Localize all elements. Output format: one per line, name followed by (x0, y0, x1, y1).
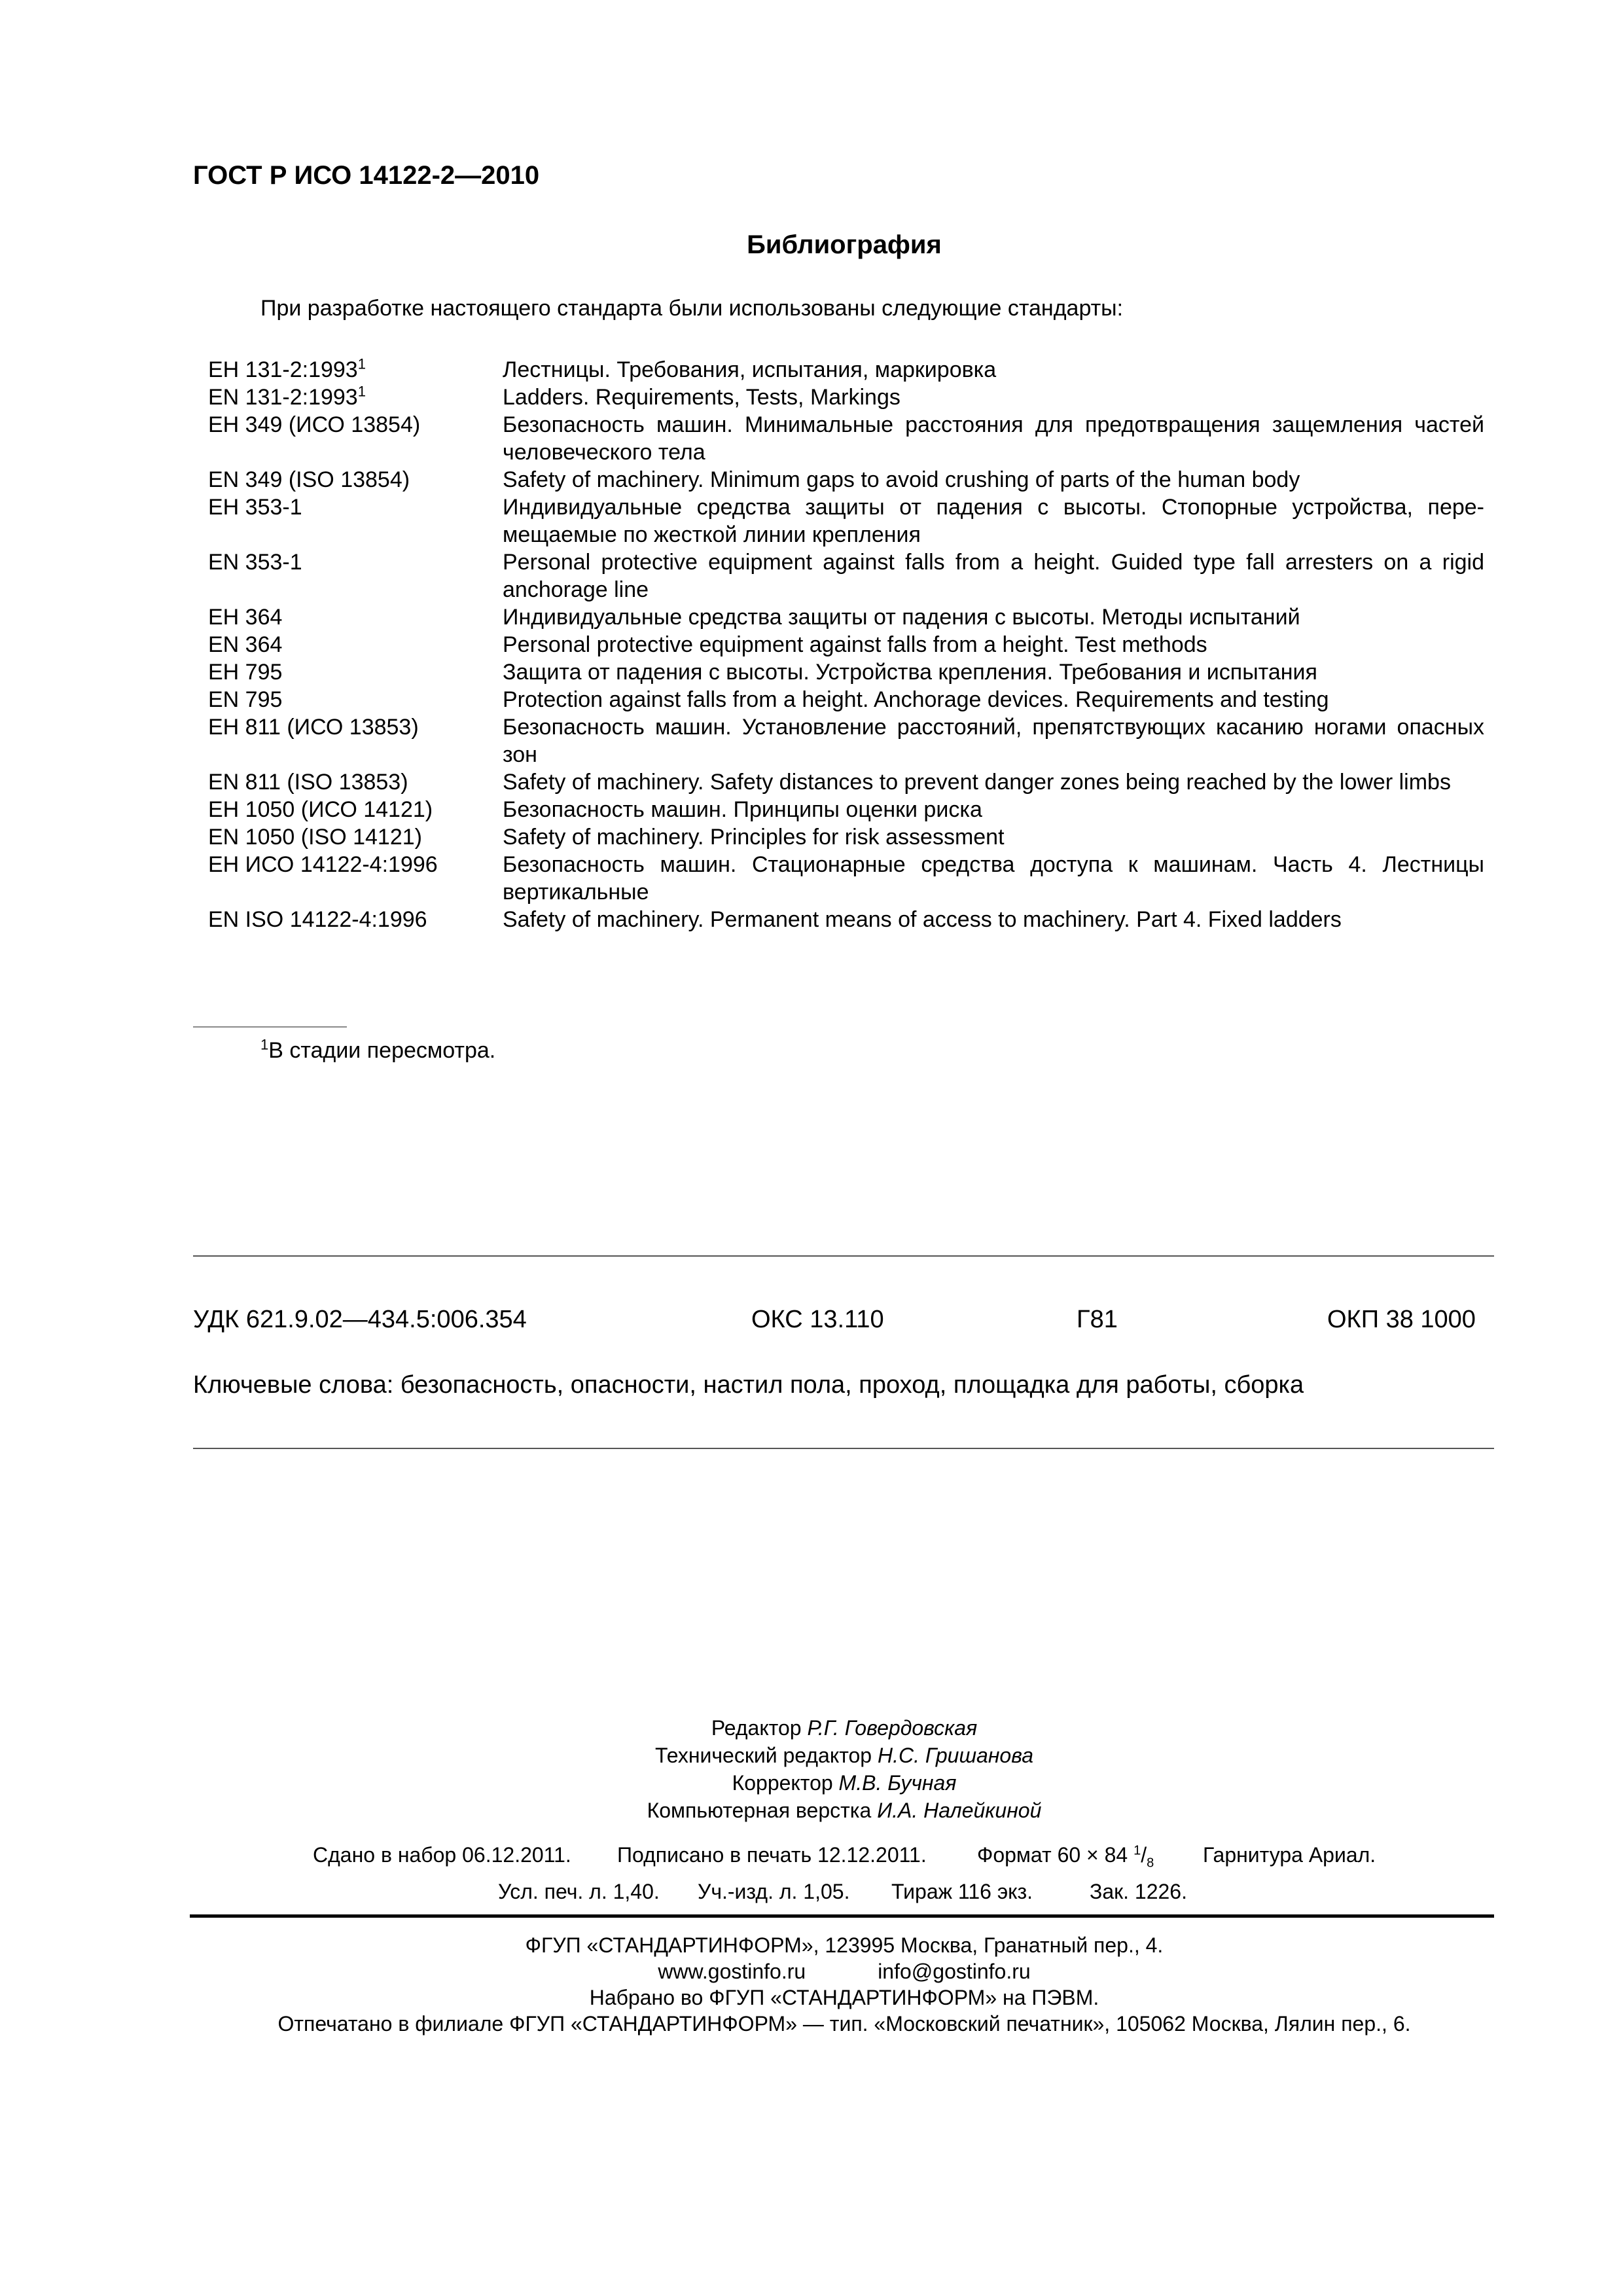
bibliography-entry (208, 713, 1484, 768)
standard-code: ЕН 349 (ИСО 13854) (208, 412, 421, 437)
bibliography-entry (208, 548, 1484, 603)
print-submitted: Сдано в набор 06.12.2011. (313, 1843, 571, 1867)
standard-code: EN 811 (ISO 13853) (208, 770, 408, 795)
credit-tech-editor: Технический редактор Н.С. Гришанова (654, 1744, 1034, 1767)
bibliography-entry (208, 823, 1484, 851)
document-id: ГОСТ Р ИСО 14122-2—2010 (193, 161, 540, 190)
standard-title: Безопасность машин. Установление расстояний, препятствующих касанию ногами опасных зон (503, 715, 1484, 767)
oks-code: ОКС 13.110 (751, 1306, 884, 1333)
printed-info: Отпечатано в филиале ФГУП «СТАНДАРТИНФОРМ» — тип. «Московский печатник», 105062 Москва, Лялин пер., 6. (277, 2012, 1411, 2036)
bibliography-entry (208, 356, 1484, 384)
bibliography-entry (208, 384, 1484, 411)
typeset-info: Набрано во ФГУП «СТАНДАРТИНФОРМ» на ПЭВМ. (589, 1986, 1099, 2009)
bibliography-entry (208, 411, 1484, 466)
standard-code: ЕН 353-1 (208, 495, 302, 520)
standard-title: Personal protective equipment against falls from a height. Test methods (503, 632, 1207, 657)
standard-code: ЕН ИСО 14122-4:1996 (208, 852, 438, 877)
bibliography-entry (208, 658, 1484, 686)
standard-title: Safety of machinery. Safety distances to prevent danger zones being reached by the lower limbs (503, 770, 1451, 795)
g-code: Г81 (1077, 1306, 1118, 1333)
section-intro: При разработке настоящего стандарта были использованы следующие стандарты: (260, 296, 1124, 321)
udk-code: УДК 621.9.02—434.5:006.354 (193, 1306, 527, 1333)
standard-title: Safety of machinery. Principles for risk assessment (503, 825, 1005, 850)
divider (193, 1255, 1494, 1257)
footnote-ref: 1 (357, 355, 366, 372)
bibliography-entry (208, 906, 1484, 933)
standard-code: EN 353-1 (208, 550, 302, 575)
divider (193, 1448, 1494, 1449)
bibliography-entry (208, 796, 1484, 823)
standard-code: EN 349 (ISO 13854) (208, 467, 410, 492)
publisher-website[interactable]: www.gostinfo.ru (658, 1960, 806, 1983)
credit-layout: Компьютерная верстка И.А. Налейкиной (647, 1799, 1042, 1822)
publisher-address: ФГУП «СТАНДАРТИНФОРМ», 123995 Москва, Гранатный пер., 4. (525, 1933, 1164, 1957)
standard-title: Защита от падения с высоты. Устройства крепления. Требования и испытания (503, 660, 1317, 685)
okp-code: ОКП 38 1000 (1327, 1306, 1476, 1333)
standard-code: ЕН 1050 (ИСО 14121) (208, 797, 433, 822)
print-format: Формат 60 × 84 $^1/_8$ (977, 1843, 1154, 1871)
standard-title: Безопасность машин. Стационарные средства доступа к машинам. Часть 4. Лестницы вертикальные (503, 852, 1484, 905)
standard-code: EN ISO 14122-4:1996 (208, 907, 427, 932)
standard-code: EN 1050 (ISO 14121) (208, 825, 422, 850)
standard-code: ЕН 795 (208, 660, 283, 685)
standard-code: EN 131-2:1993$^1$ (208, 383, 366, 410)
standard-title: Safety of machinery. Minimum gaps to avoid crushing of parts of the human body (503, 467, 1300, 492)
footnote-ref: 1 (357, 383, 366, 400)
publisher-contacts (0, 1960, 1623, 1984)
standard-title: Индивидуальные средства защиты от падения с высоты. Методы испытаний (503, 605, 1300, 630)
bibliography-entry (208, 631, 1484, 658)
standard-title: Безопасность машин. Принципы оценки риска (503, 797, 982, 822)
standard-code: ЕН 131-2:1993$^1$ (208, 355, 366, 382)
standard-title: Personal protective equipment against falls from a height. Guided type fall arresters on a rigid anchorage line (503, 550, 1484, 602)
standard-title: Лестницы. Требования, испытания, маркировка (503, 357, 997, 382)
print-uch: Уч.-изд. л. 1,05. (698, 1880, 850, 1903)
bibliography-entry (208, 603, 1484, 631)
bibliography-entry (208, 768, 1484, 796)
print-zak: Зак. 1226. (1090, 1880, 1187, 1903)
standard-code: EN 795 (208, 687, 283, 712)
standard-title: Safety of machinery. Permanent means of access to machinery. Part 4. Fixed ladders (503, 907, 1342, 932)
publisher-email[interactable]: info@gostinfo.ru (878, 1960, 1031, 1983)
footnote-text: В стадии пересмотра. (268, 1038, 496, 1063)
bibliography-entry (208, 466, 1484, 493)
bibliography-entry (208, 493, 1484, 548)
standard-title: Protection against falls from a height. Anchorage devices. Requirements and testing (503, 687, 1329, 712)
print-tirazh: Тираж 116 экз. (891, 1880, 1033, 1903)
bibliography-list (208, 356, 1484, 933)
credit-editor: Редактор Р.Г. Говердовская (711, 1716, 978, 1740)
standard-title: Ladders. Requirements, Tests, Markings (503, 385, 901, 410)
standard-code: EN 364 (208, 632, 283, 657)
standard-title: Безопасность машин. Минимальные расстояния для предотвращения защемления частей человеческого тела (503, 412, 1484, 465)
bibliography-entry (208, 686, 1484, 713)
footnote-separator (193, 1026, 347, 1028)
print-font: Гарнитура Ариал. (1203, 1843, 1376, 1867)
print-signed: Подписано в печать 12.12.2011. (617, 1843, 927, 1867)
section-title: Библиография (747, 230, 942, 259)
footnote (260, 1038, 495, 1064)
thick-divider (190, 1914, 1494, 1918)
standard-code: ЕН 364 (208, 605, 283, 630)
standard-title: Индивидуальные средства защиты от падения с высоты. Стопорные устройства, пере-мещаемые по жесткой линии крепления (503, 495, 1484, 547)
print-usl: Усл. печ. л. 1,40. (498, 1880, 660, 1903)
standard-code: ЕН 811 (ИСО 13853) (208, 715, 419, 740)
bibliography-entry (208, 851, 1484, 906)
credit-corrector: Корректор М.В. Бучная (732, 1771, 957, 1795)
footnote-mark: 1 (260, 1036, 269, 1053)
keywords: Ключевые слова: безопасность, опасности, настил пола, проход, площадка для работы, сборка (193, 1371, 1304, 1399)
